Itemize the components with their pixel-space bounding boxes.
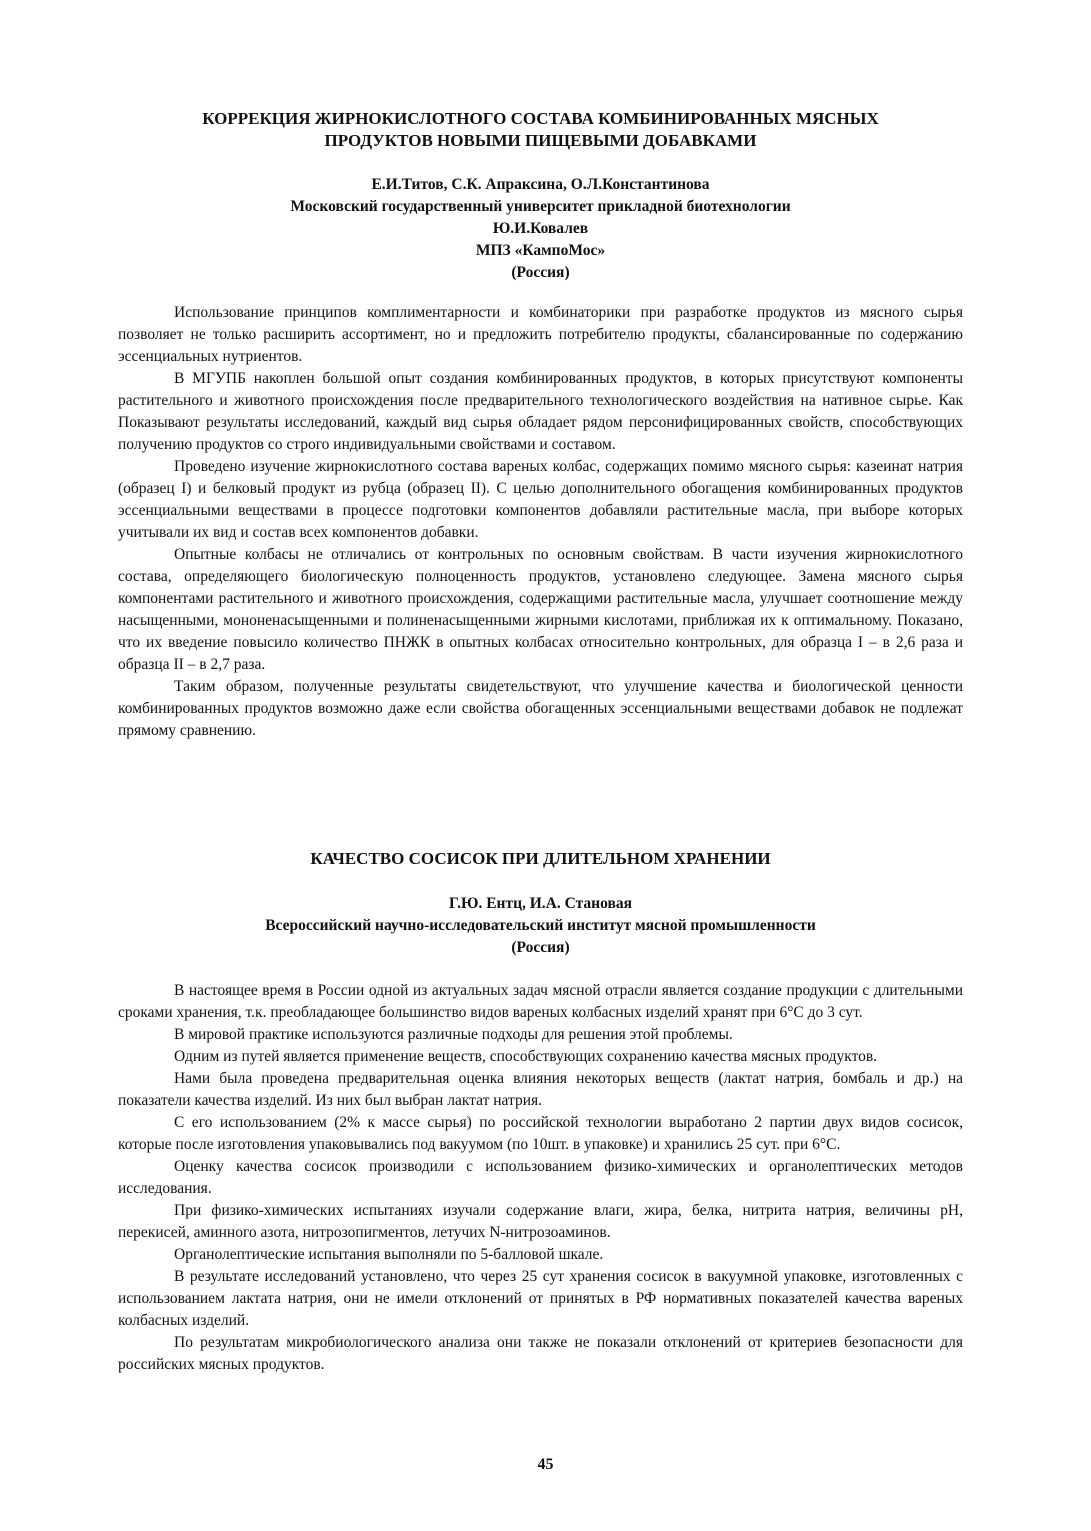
article1-country: (Россия) xyxy=(511,264,570,281)
article1-header xyxy=(118,108,963,152)
article1-authors1: Е.И.Титов, С.К. Апраксина, О.Л.Константинова xyxy=(371,176,710,193)
article2-country: (Россия) xyxy=(511,939,570,956)
article1-paragraph: Таким образом, полученные результаты свидетельствуют, что улучшение качества и биологической ценности комбинированных продуктов возможно даже если свойства обогащенных эссенциальными веществами добавок не подлежат прямому сравнению. xyxy=(118,678,963,739)
article1-byline xyxy=(118,174,963,284)
article1-paragraph: В МГУПБ накоплен большой опыт создания комбинированных продуктов, в которых присутствуют компоненты растительного и животного происхождения после предварительного технологического воздействия на нативное сырье. Как Показывают результаты исследований, каждый вид сырья обладает рядом персонифицированных свойств, способствующих получению продуктов со строго индивидуальными свойствами и составом. xyxy=(118,370,963,453)
article2-affiliation: Всероссийский научно-исследовательский институт мясной промышленности xyxy=(265,917,816,934)
article1-affiliation1: Московский государственный университет прикладной биотехнологии xyxy=(290,198,791,215)
article2-paragraph: С его использованием (2% к массе сырья) по российской технологии выработано 2 партии двух видов сосисок, которые после изготовления упаковывались под вакуумом (по 10шт. в упаковке) и хранились 25 сут. при 6°С. xyxy=(118,1114,963,1153)
page-number: 45 xyxy=(537,1456,554,1473)
article1-authors2: Ю.И.Ковалев xyxy=(492,220,589,237)
article2-body xyxy=(118,980,963,1376)
article2-paragraph: По результатам микробиологического анализа они также не показали отклонений от критериев безопасности для российских мясных продуктов. xyxy=(118,1334,963,1373)
article2-title: КАЧЕСТВО СОСИСОК ПРИ ДЛИТЕЛЬНОМ ХРАНЕНИИ xyxy=(310,849,771,868)
article1-paragraph: Использование принципов комплиментарности и комбинаторики при разработке продуктов из мясного сырья позволяет не только расширить ассортимент, но и предложить потребителю продукты, сбалансированные по содержанию эссенциальных нутриентов. xyxy=(118,304,963,365)
article2-paragraph: Нами была проведена предварительная оценка влияния некоторых веществ (лактат натрия, бомбаль и др.) на показатели качества изделий. Из них был выбран лактат натрия. xyxy=(118,1070,963,1109)
article1-title-line1: КОРРЕКЦИЯ ЖИРНОКИСЛОТНОГО СОСТАВА КОМБИНИРОВАННЫХ МЯСНЫХ xyxy=(202,109,879,128)
article2-paragraph: Органолептические испытания выполняли по 5-балловой шкале. xyxy=(174,1246,604,1263)
article1-affiliation2: МПЗ «КампоМос» xyxy=(475,242,606,259)
article1-paragraph: Проведено изучение жирнокислотного состава вареных колбас, содержащих помимо мясного сырья: казеинат натрия (образец I) и белковый продукт из рубца (образец II). С целью дополнительного обогащения комбинированных продуктов эссенциальными веществами в процессе подготовки компонентов добавляли растительные масла, при выборе которых учитывали их вид и состав всех компонентов добавки. xyxy=(118,458,963,541)
article2-paragraph: В результате исследований установлено, что через 25 сут хранения сосисок в вакуумной упаковке, изготовленных с использованием лактата натрия, они не имели отклонений от принятых в РФ нормативных показателей качества вареных колбасных изделий. xyxy=(118,1268,963,1329)
article1-body xyxy=(118,302,963,742)
article2-authors: Г.Ю. Ентц, И.А. Становая xyxy=(449,895,632,912)
article2-paragraph: Оценку качества сосисок производили с использованием физико-химических и органолептических методов исследования. xyxy=(118,1158,963,1197)
article2-paragraph: В мировой практике используются различные подходы для решения этой проблемы. xyxy=(174,1026,733,1043)
article2-paragraph: В настоящее время в России одной из актуальных задач мясной отрасли является создание продукции с длительными сроками хранения, т.к. преобладающее большинство видов вареных колбасных изделий хранят при 6°С до 3 сут. xyxy=(118,982,963,1021)
article2-paragraph: Одним из путей является применение веществ, способствующих сохранению качества мясных продуктов. xyxy=(174,1048,878,1065)
article1-title-line2: ПРОДУКТОВ НОВЫМИ ПИЩЕВЫМИ ДОБАВКАМИ xyxy=(324,131,757,150)
article1-paragraph: Опытные колбасы не отличались от контрольных по основным свойствам. В части изучения жирнокислотного состава, определяющего биологическую полноценность продуктов, установлено следующее. Замена мясного сырья компонентами растительного и животного происхождения, содержащими растительные масла, улучшает соотношение между насыщенными, мононенасыщенными и полиненасыщенными жирными кислотами, приближая их к оптимальному. Показано, что их введение повысило количество ПНЖК в опытных колбасах относительно контрольных, для образца I – в 2,6 раза и образца II – в 2,7 раза. xyxy=(118,546,963,673)
article2-header xyxy=(118,848,963,870)
article2-paragraph: При физико-химических испытаниях изучали содержание влаги, жира, белка, нитрита натрия, величины рН, перекисей, аминного азота, нитрозопигментов, летучих N-нитрозоаминов. xyxy=(118,1202,963,1241)
article2-byline xyxy=(118,893,963,959)
